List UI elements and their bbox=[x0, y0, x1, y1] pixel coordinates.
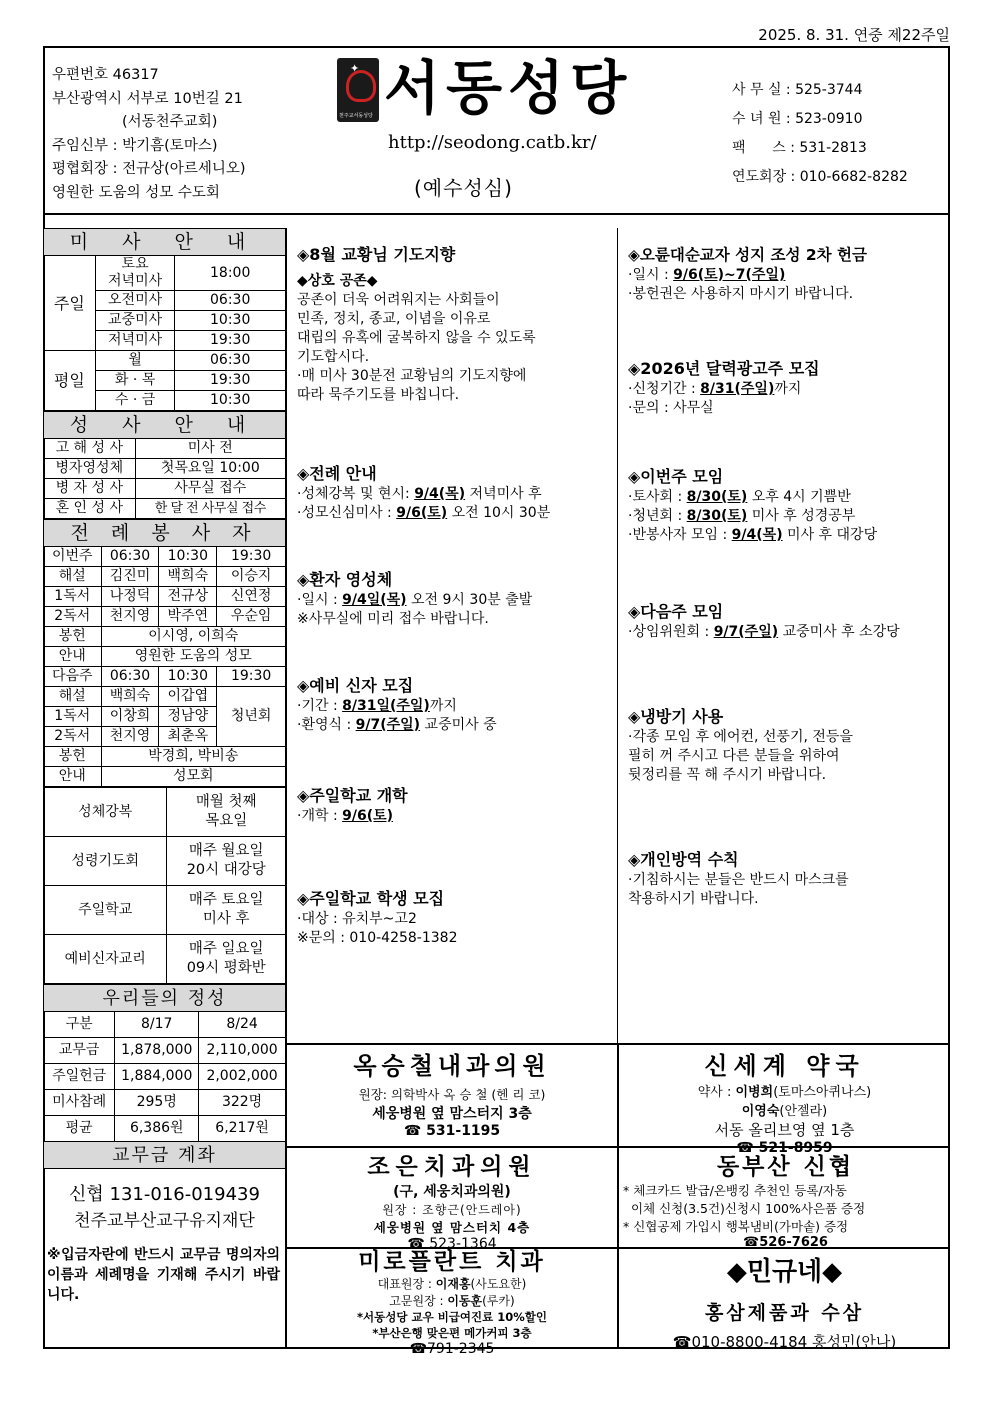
server-role: 안내 bbox=[44, 767, 102, 787]
server-name: 전규상 bbox=[159, 587, 217, 607]
mass-time: 19:30 bbox=[175, 371, 286, 391]
servers-col-header: 이번주 bbox=[44, 547, 102, 567]
mass-heading: 미 사 안 내 bbox=[44, 229, 286, 256]
server-name: 백희숙 bbox=[101, 687, 159, 707]
notice-title: ◈개인방역 수칙 bbox=[628, 850, 739, 869]
server-name: 우순임 bbox=[217, 607, 286, 627]
offering-row-label: 주일헌금 bbox=[44, 1064, 115, 1090]
dove-icon: ✦ bbox=[350, 62, 360, 75]
server-role: 안내 bbox=[44, 647, 102, 667]
fax: 팩 스 : 531-2813 bbox=[732, 140, 867, 156]
server-name: 정남양 bbox=[159, 707, 217, 727]
sacrament-value: 미사 전 bbox=[135, 439, 285, 459]
logo-text: 천주교서동성당 bbox=[339, 113, 373, 119]
mass-time: 19:30 bbox=[175, 331, 286, 351]
notices-middle bbox=[297, 244, 613, 948]
notice-line: ·신청기간 : 8/31(주일)까지 bbox=[628, 381, 802, 397]
notice-title: ◈다음주 모임 bbox=[628, 602, 724, 621]
notice-title: ◈8월 교황님 기도지향 bbox=[297, 245, 456, 264]
event-name: 성령기도회 bbox=[44, 837, 167, 886]
notice-line: ·성체강복 및 현시: 9/4(목) 저녁미사 후 bbox=[297, 486, 542, 502]
server-role: 봉헌 bbox=[44, 627, 102, 647]
heart-icon bbox=[346, 70, 376, 102]
ad-line: *서동성당 교우 비급여진료 10%할인 bbox=[357, 1310, 547, 1324]
events-table bbox=[43, 787, 286, 984]
event-name: 주일학교 bbox=[44, 886, 167, 935]
convent-phone: 수 녀 원 : 523-0910 bbox=[732, 111, 863, 127]
ad-line: 고문원장 : 이동훈(루카) bbox=[389, 1294, 515, 1308]
server-name: 박주연 bbox=[159, 607, 217, 627]
server-name: 최춘옥 bbox=[159, 727, 217, 747]
notice-line: ·청년회 : 8/30(토) 미사 후 성경공부 bbox=[628, 508, 856, 524]
ad-phone: ☎791-2345 bbox=[409, 1341, 495, 1357]
ad-title: 조은치과의원 bbox=[367, 1154, 537, 1180]
address: 부산광역시 서부로 10번길 21 bbox=[52, 90, 243, 107]
offering-value: 1,878,000 bbox=[115, 1038, 199, 1064]
mass-name: 저녁미사 bbox=[95, 331, 175, 351]
notice-line: ·일시 : 9/4일(목) 오전 9시 30분 출발 bbox=[297, 592, 533, 608]
mass-name: 수 · 금 bbox=[95, 391, 175, 411]
ad-phone: ☎ 531-1195 bbox=[403, 1123, 501, 1139]
ad-line: 약사 : 이병희(토마스아퀴나스) bbox=[697, 1085, 872, 1100]
ad-line: 세웅병원 옆 맘스터치 4층 bbox=[373, 1220, 531, 1235]
ad-line: 홍삼제품과 수삼 bbox=[704, 1302, 865, 1324]
office-phone: 사 무 실 : 525-3744 bbox=[732, 82, 863, 98]
server-role: 2독서 bbox=[44, 607, 102, 627]
mass-time: 18:00 bbox=[175, 256, 286, 291]
server-name: 이창희 bbox=[101, 707, 159, 727]
ad-dental-miro bbox=[287, 1249, 617, 1357]
notice-line: ·성모신심미사 : 9/6(토) 오전 10시 30분 bbox=[297, 505, 551, 521]
mass-time: 06:30 bbox=[175, 351, 286, 371]
feast-name: (예수성심) bbox=[414, 176, 513, 200]
guide-servers: 영원한 도움의 성모 bbox=[101, 647, 285, 667]
mass-name: 월 bbox=[95, 351, 175, 371]
server-name: 신연정 bbox=[217, 587, 286, 607]
sacrament-name: 고 해 성 사 bbox=[44, 439, 136, 459]
ad-title: 신세계 약국 bbox=[704, 1052, 865, 1080]
ad-phone: ☎ 523-1364 bbox=[407, 1236, 497, 1252]
sacrament-name: 혼 인 성 사 bbox=[44, 499, 136, 519]
sacrament-name: 병자영성체 bbox=[44, 459, 136, 479]
offering-row-label: 교무금 bbox=[44, 1038, 115, 1064]
offering-heading: 우리들의 정성 bbox=[44, 985, 286, 1012]
ad-line: 원장 : 조향근(안드레아) bbox=[382, 1203, 522, 1217]
notice-title: ◈전례 안내 bbox=[297, 464, 377, 483]
offering-servers: 이시영, 이희숙 bbox=[101, 627, 285, 647]
header-divider bbox=[43, 213, 950, 215]
ad-title: 미로플란트 치과 bbox=[358, 1249, 546, 1275]
right-column-divider bbox=[617, 228, 618, 1043]
servers-col-header: 19:30 bbox=[217, 667, 286, 687]
ad-line: 이체 신청(3.5건)신청시 100%사은품 증정 bbox=[623, 1201, 866, 1216]
ad-line: *부산은행 맞은편 메가커피 3층 bbox=[372, 1326, 532, 1340]
server-role: 해설 bbox=[44, 687, 102, 707]
servers-heading: 전 례 봉 사 자 bbox=[44, 520, 286, 547]
pastor: 주임신부 : 박기흠(토마스) bbox=[52, 137, 218, 154]
server-name: 김진미 bbox=[101, 567, 159, 587]
servers-col-header: 19:30 bbox=[217, 547, 286, 567]
ad-line: 원장: 의학박사 옥 승 철 (헨 리 코) bbox=[358, 1087, 546, 1102]
servers-col-header: 다음주 bbox=[44, 667, 102, 687]
server-name: 천지영 bbox=[101, 727, 159, 747]
offering-servers: 박경희, 박비송 bbox=[101, 747, 285, 767]
servers-table bbox=[43, 519, 286, 787]
offering-value: 295명 bbox=[115, 1090, 199, 1116]
offering-row-label: 평균 bbox=[44, 1116, 115, 1142]
notice-title: ◈이번주 모임 bbox=[628, 467, 724, 486]
notice-title: ◈냉방기 사용 bbox=[628, 707, 724, 726]
server-role: 1독서 bbox=[44, 707, 102, 727]
mass-table bbox=[43, 228, 286, 411]
contact-info bbox=[732, 76, 908, 192]
ad-line: 세웅병원 옆 맘스터지 3층 bbox=[372, 1106, 532, 1122]
offering-value: 1,884,000 bbox=[115, 1064, 199, 1090]
mass-time: 10:30 bbox=[175, 391, 286, 411]
server-name: 이갑엽 bbox=[159, 687, 217, 707]
sacrament-heading: 성 사 안 내 bbox=[44, 412, 286, 439]
event-schedule: 매월 첫째 목요일 bbox=[167, 788, 286, 837]
notice-body: ·기침하시는 분들은 반드시 마스크를 착용하시기 바랍니다. bbox=[628, 872, 849, 907]
notice-subtitle: ◆상호 공존◆ bbox=[297, 273, 378, 289]
notice-line: ※사무실에 미리 접수 바랍니다. bbox=[297, 611, 489, 627]
notice-body: 공존이 더욱 어려워지는 사회들이 민족, 정치, 종교, 이념을 이유로 대립의 유혹에 굴복하지 않을 수 있도록 기도합시다. ·매 미사 30분전 교황님의 기도지향에 따라 묵주기도를 바칩니다. bbox=[297, 292, 536, 403]
notice-line: ·개학 : 9/6(토) bbox=[297, 808, 394, 824]
bulletin-date: 2025. 8. 31. 연중 제22주일 bbox=[758, 26, 950, 44]
sacrament-name: 병 자 성 사 bbox=[44, 479, 136, 499]
notice-line: ·봉헌권은 사용하지 마시기 바랍니다. bbox=[628, 286, 854, 302]
server-name: 천지영 bbox=[101, 607, 159, 627]
servers-col-header: 06:30 bbox=[101, 667, 159, 687]
sunday-label: 주일 bbox=[44, 256, 96, 351]
notice-line: ·문의 : 사무실 bbox=[628, 400, 714, 416]
notice-title: ◈주일학교 학생 모집 bbox=[297, 889, 445, 908]
notice-title: ◈2026년 달력광고주 모집 bbox=[628, 359, 820, 378]
account-info bbox=[43, 1181, 286, 1235]
sacrament-table bbox=[43, 411, 286, 519]
offering-value: 2,110,000 bbox=[199, 1038, 286, 1064]
mass-name: 토요 저녁미사 bbox=[95, 256, 175, 291]
ad-line: 이영숙(안젤라) bbox=[741, 1104, 828, 1119]
servers-col-header: 06:30 bbox=[101, 547, 159, 567]
event-name: 예비신자교리 bbox=[44, 935, 167, 984]
offering-col-header: 8/17 bbox=[115, 1012, 199, 1038]
weekday-label: 평일 bbox=[44, 351, 96, 411]
mass-time: 06:30 bbox=[175, 291, 286, 311]
ad-credit-union bbox=[623, 1148, 948, 1250]
notice-line: ※문의 : 010-4258-1382 bbox=[297, 930, 458, 946]
event-schedule: 매주 일요일 09시 평화반 bbox=[167, 935, 286, 984]
postal-code: 우편번호 46317 bbox=[52, 67, 159, 83]
notice-line: ·환영식 : 9/7(주일) 교중미사 중 bbox=[297, 717, 497, 733]
server-role: 봉헌 bbox=[44, 747, 102, 767]
notice-title: ◈주일학교 개학 bbox=[297, 786, 408, 805]
notice-line: ·대상 : 유치부~고2 bbox=[297, 911, 417, 927]
offering-value: 6,386원 bbox=[115, 1116, 199, 1142]
church-full-name: (서동천주교회) bbox=[122, 114, 218, 130]
server-role: 2독서 bbox=[44, 727, 102, 747]
assoc-phone: 연도회장 : 010-6682-8282 bbox=[732, 169, 908, 185]
account-note: ※입금자란에 반드시 교무금 명의자의 이름과 세례명을 기재해 주시기 바랍니다. bbox=[47, 1247, 280, 1303]
left-column bbox=[43, 228, 286, 1305]
servers-col-header: 10:30 bbox=[159, 667, 217, 687]
ad-dental-joeun bbox=[287, 1148, 617, 1252]
notice-line: ·기간 : 8/31일(주일)까지 bbox=[297, 698, 457, 714]
account-number: 신협 131-016-019439 bbox=[69, 1184, 260, 1205]
mass-name: 화 · 목 bbox=[95, 371, 175, 391]
notices-right bbox=[628, 244, 948, 909]
event-schedule: 매주 토요일 미사 후 bbox=[167, 886, 286, 935]
ad-title: ◆민규네◆ bbox=[726, 1257, 843, 1287]
server-role: 해설 bbox=[44, 567, 102, 587]
mass-time: 10:30 bbox=[175, 311, 286, 331]
account-holder: 천주교부산교구유지재단 bbox=[74, 1211, 255, 1231]
notice-line: ·토사회 : 8/30(토) 오후 4시 기쁨반 bbox=[628, 489, 851, 505]
website-link[interactable]: http://seodong.catb.kr/ bbox=[388, 132, 597, 153]
ad-title: 동부산 신협 bbox=[716, 1154, 855, 1180]
sacrament-value: 첫목요일 10:00 bbox=[135, 459, 285, 479]
event-name: 성체강복 bbox=[44, 788, 167, 837]
offering-table bbox=[43, 984, 286, 1169]
offering-value: 6,217원 bbox=[199, 1116, 286, 1142]
servers-col-header: 10:30 bbox=[159, 547, 217, 567]
ad-line: * 체크카드 발급/온뱅킹 추천인 등록/자동 bbox=[623, 1183, 847, 1198]
chairman: 평협회장 : 전규상(아르세니오) bbox=[52, 161, 246, 177]
notice-title: ◈환자 영성체 bbox=[297, 570, 393, 589]
server-role: 1독서 bbox=[44, 587, 102, 607]
offering-row-label: 미사참례 bbox=[44, 1090, 115, 1116]
convent: 영원한 도움의 성모 수도회 bbox=[52, 184, 220, 201]
ad-title: 옥승철내과의원 bbox=[353, 1052, 551, 1080]
server-name: 백희숙 bbox=[159, 567, 217, 587]
ad-pharmacy bbox=[619, 1046, 950, 1156]
notice-line: ·상임위원회 : 9/7(주일) 교중미사 후 소강당 bbox=[628, 624, 900, 640]
offering-col-header: 구분 bbox=[44, 1012, 115, 1038]
event-schedule: 매주 월요일 20시 대강당 bbox=[167, 837, 286, 886]
notice-line: ·반봉사자 모임 : 9/4(목) 미사 후 대강당 bbox=[628, 527, 878, 543]
guide-servers: 성모회 bbox=[101, 767, 285, 787]
mass-name: 오전미사 bbox=[95, 291, 175, 311]
mass-name: 교중미사 bbox=[95, 311, 175, 331]
ad-phone: ☎010-8800-4184 홍성민(안나) bbox=[672, 1333, 897, 1351]
sacrament-value: 사무실 접수 bbox=[135, 479, 285, 499]
ad-line: 대표원장 : 이재홍(사도요한) bbox=[377, 1277, 527, 1291]
ad-clinic-ok bbox=[287, 1046, 617, 1139]
ad-line: (구, 세웅치과의원) bbox=[393, 1184, 511, 1200]
church-info bbox=[52, 64, 246, 205]
ad-line: * 신협공제 가입시 행복냄비(가마솥) 증정 bbox=[623, 1219, 849, 1234]
ad-line: 서동 올리브영 옆 1층 bbox=[714, 1121, 855, 1139]
server-name: 이승지 bbox=[217, 567, 286, 587]
ad-ginseng bbox=[619, 1249, 950, 1352]
server-name: 나정덕 bbox=[101, 587, 159, 607]
offering-value: 322명 bbox=[199, 1090, 286, 1116]
church-logo bbox=[337, 58, 379, 122]
notice-title: ◈예비 신자 모집 bbox=[297, 676, 414, 695]
sacrament-value: 한 달 전 사무실 접수 bbox=[135, 499, 285, 519]
offering-col-header: 8/24 bbox=[199, 1012, 286, 1038]
ad-phone: ☎526-7626 bbox=[743, 1235, 828, 1250]
ad-phone: ☎ 521-8959 bbox=[736, 1140, 833, 1156]
church-title: 서동성당 bbox=[384, 54, 633, 122]
notice-title: ◈오륜대순교자 성지 조성 2차 헌금 bbox=[628, 246, 867, 264]
account-heading: 교무금 계좌 bbox=[44, 1142, 286, 1169]
notice-body: ·각종 모임 후 에어컨, 선풍기, 전등을 필히 꺼 주시고 다른 분들을 위하여 뒷정리를 꼭 해 주시기 바랍니다. bbox=[628, 729, 853, 783]
notice-line: ·일시 : 9/6(토)~7(주일) bbox=[628, 267, 786, 283]
evening-servers: 청년회 bbox=[217, 687, 286, 747]
offering-value: 2,002,000 bbox=[199, 1064, 286, 1090]
